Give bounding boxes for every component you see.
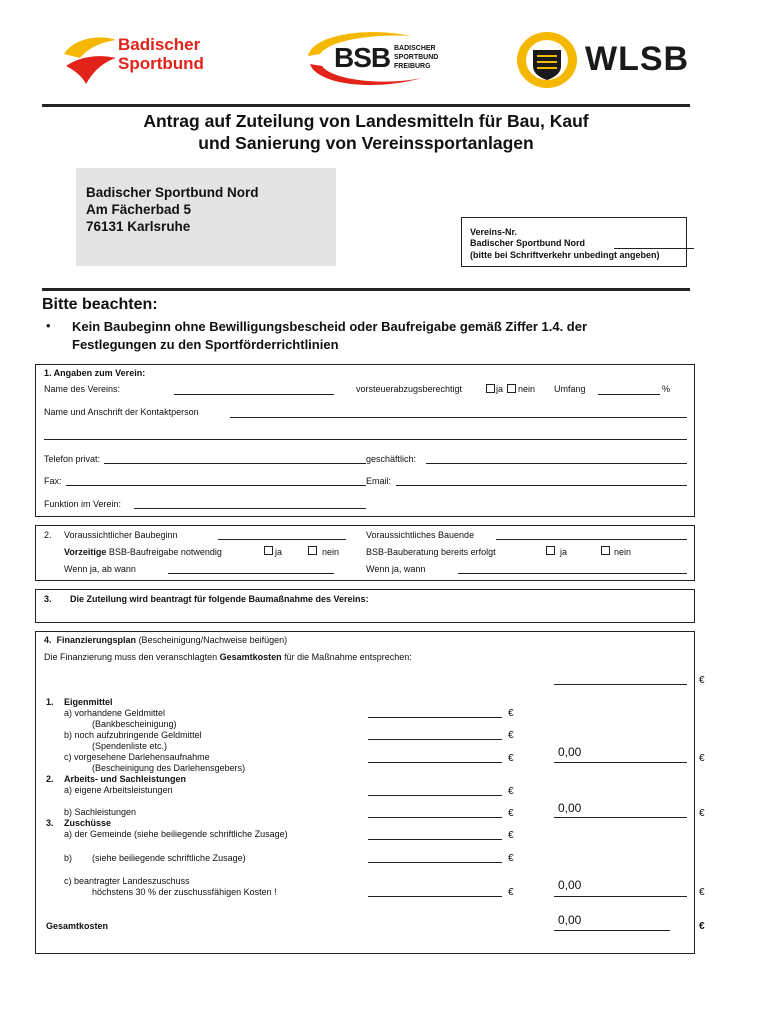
kontakt-input-line2[interactable]: [44, 439, 687, 440]
notice-top-rule: [42, 288, 690, 291]
fax-label: Fax:: [44, 476, 62, 486]
sum-gesamtkosten[interactable]: 0,00: [558, 913, 582, 927]
telefon-input[interactable]: [104, 463, 366, 464]
sum-arbeit-line: [554, 817, 687, 818]
darlehen-input[interactable]: [368, 762, 502, 763]
hoechstens-note: höchstens 30 % der zuschussfähigen Kosten !: [92, 887, 277, 897]
gemeinde-input[interactable]: [368, 839, 502, 840]
funktion-input[interactable]: [134, 508, 366, 509]
beratung-ja-label: ja: [560, 547, 568, 557]
spendenliste-note: (Spendenliste etc.): [92, 741, 168, 751]
intro-b: für die Maßnahme entsprechen:: [284, 652, 412, 662]
arbeits-num: 2.: [46, 774, 54, 784]
beratung-ja-checkbox[interactable]: [546, 546, 555, 555]
address-line2: Am Fächerbad 5: [86, 202, 192, 217]
page-title: [42, 110, 690, 154]
logo-center-main: BSB: [334, 42, 391, 73]
sachleistungen-input[interactable]: [368, 817, 502, 818]
section3-num: 3.: [44, 594, 52, 604]
landeszuschuss-label: c) beantragter Landeszuschuss: [64, 876, 190, 886]
wenn-ab-label: Wenn ja, ab wann: [64, 564, 136, 574]
vereins-nr-label: Vereins-Nr.: [470, 227, 518, 237]
wlsb-emblem-icon: [515, 30, 579, 90]
baubeginn-input[interactable]: [218, 539, 346, 540]
bauende-label: Voraussichtliches Bauende: [366, 530, 475, 540]
bauende-input[interactable]: [496, 539, 687, 540]
notice-heading: Bitte beachten:: [42, 296, 158, 313]
vorsteuer-nein-label: nein: [518, 384, 536, 394]
email-label: Email:: [366, 476, 392, 486]
euro-noch: €: [508, 730, 514, 741]
arbeitsleistungen-label: a) eigene Arbeitsleistungen: [64, 785, 173, 795]
notice-line2: Festlegungen zu den Sportförderrichtlinien: [72, 337, 339, 352]
gemeinde-label: a) der Gemeinde (siehe beiliegende schriftliche Zusage): [64, 829, 288, 839]
euro-landes: €: [508, 887, 514, 898]
section4-title: Finanzierungsplan: [56, 635, 137, 645]
title-line1: Antrag auf Zuteilung von Landesmitteln für Bau, Kauf: [143, 111, 589, 131]
bankbescheinigung-note: (Bankbescheinigung): [92, 719, 177, 729]
baubeginn-label: Voraussichtlicher Baubeginn: [64, 530, 178, 540]
freigabe-nein-label: nein: [322, 547, 340, 557]
section4-num: 4.: [44, 635, 52, 645]
gesamtkosten-label: Gesamtkosten: [46, 921, 109, 931]
logo-center-sub1: BADISCHER: [394, 45, 436, 52]
wenn-ab-input[interactable]: [168, 573, 334, 574]
sum-arbeit[interactable]: 0,00: [558, 801, 582, 815]
sum-eigenmittel-line: [554, 762, 687, 763]
funktion-label: Funktion im Verein:: [44, 499, 122, 509]
vereins-nr-org: Badischer Sportbund Nord: [470, 238, 586, 248]
logo-badischer-sportbund: [60, 30, 240, 90]
eigenmittel-label: Eigenmittel: [64, 697, 113, 707]
euro-b-zusage: €: [508, 853, 514, 864]
notice-text: [72, 318, 587, 354]
freigabe-label: [64, 547, 222, 557]
title-line2: und Sanierung von Vereinssportanlagen: [198, 133, 534, 153]
euro-veranschlagt: €: [699, 675, 705, 686]
section4-note: (Bescheinigung/Nachweise beifügen): [138, 635, 288, 645]
darlehen-label: c) vorgesehene Darlehensaufnahme: [64, 752, 210, 762]
notice-line1: Kein Baubeginn ohne Bewilligungsbescheid oder Baufreigabe gemäß Ziffer 1.4. der: [72, 319, 588, 334]
umfang-percent: %: [662, 384, 671, 394]
address-box: [76, 168, 336, 266]
euro-gemeinde: €: [508, 830, 514, 841]
vorsteuer-ja-checkbox[interactable]: [486, 384, 495, 393]
section2-num: 2.: [44, 530, 52, 540]
telefon-label: Telefon privat:: [44, 454, 101, 464]
eigenmittel-num: 1.: [46, 697, 54, 707]
section4-intro: [44, 652, 412, 662]
vereins-nr-input[interactable]: [614, 248, 694, 249]
logo-right-main: WLSB: [585, 40, 690, 78]
gesamt-veranschlagt-input[interactable]: [554, 684, 687, 685]
wenn-wann-label: Wenn ja, wann: [366, 564, 426, 574]
vorhandene-label: a) vorhandene Geldmittel: [64, 708, 166, 718]
vorhandene-input[interactable]: [368, 717, 502, 718]
vorsteuer-nein-checkbox[interactable]: [507, 384, 516, 393]
freigabe-ja-checkbox[interactable]: [264, 546, 273, 555]
beratung-label: BSB-Bauberatung bereits erfolgt: [366, 547, 496, 557]
euro-vorhandene: €: [508, 708, 514, 719]
freigabe-nein-checkbox[interactable]: [308, 546, 317, 555]
logo-center-sub2: SPORTBUND: [394, 54, 439, 61]
landeszuschuss-input[interactable]: [368, 896, 502, 897]
section1-heading: 1. Angaben zum Verein:: [44, 368, 146, 378]
noch-label: b) noch aufzubringende Geldmittel: [64, 730, 202, 740]
sachleistungen-label: b) Sachleistungen: [64, 807, 137, 817]
logo-bsb-freiburg: [302, 28, 462, 90]
vorsteuer-ja-label: ja: [496, 384, 504, 394]
zuschuesse-num: 3.: [46, 818, 54, 828]
beratung-nein-label: nein: [614, 547, 632, 557]
umfang-input[interactable]: [598, 394, 660, 395]
euro-darlehen: €: [508, 753, 514, 764]
logo-wlsb: [515, 30, 705, 90]
logo-left-line1: Badischer: [118, 35, 201, 54]
intro-bold: Gesamtkosten: [219, 652, 282, 662]
noch-input[interactable]: [368, 739, 502, 740]
vereins-nr-hint: (bitte bei Schriftverkehr unbedingt angeben): [470, 250, 660, 260]
email-input[interactable]: [396, 485, 687, 486]
umfang-label: Umfang: [554, 384, 586, 394]
euro-sum-eigen: €: [699, 753, 705, 764]
address-line1: Badischer Sportbund Nord: [86, 185, 259, 200]
fax-input[interactable]: [66, 485, 366, 486]
arbeits-label: Arbeits- und Sachleistungen: [64, 774, 187, 784]
geschaeftlich-input[interactable]: [426, 463, 687, 464]
kontakt-label: Name und Anschrift der Kontaktperson: [44, 407, 199, 417]
freigabe-bold: Vorzeitige: [64, 547, 107, 557]
freigabe-rest: BSB-Baufreigabe notwendig: [108, 547, 222, 557]
beratung-nein-checkbox[interactable]: [601, 546, 610, 555]
b-label: b): [64, 853, 73, 863]
b-zusage-label: (siehe beiliegende schriftliche Zusage): [92, 853, 246, 863]
b-zusage-input[interactable]: [368, 862, 502, 863]
section4-heading: [44, 635, 287, 645]
name-verein-input[interactable]: [174, 394, 334, 395]
euro-sum-zuschuss: €: [699, 887, 705, 898]
euro-sach: €: [508, 808, 514, 819]
freigabe-ja-label: ja: [275, 547, 283, 557]
vereins-nr-box: [461, 217, 687, 267]
sum-zuschuss[interactable]: 0,00: [558, 878, 582, 892]
name-verein-label: Name des Vereins:: [44, 384, 121, 394]
vorsteuer-label: vorsteuerabzugsberechtigt: [356, 384, 463, 394]
sum-zuschuss-line: [554, 896, 687, 897]
arbeitsleistungen-input[interactable]: [368, 795, 502, 796]
logo-center-sub3: FREIBURG: [394, 63, 431, 70]
notice-bullet: •: [46, 318, 51, 333]
intro-a: Die Finanzierung muss den veranschlagten: [44, 652, 218, 662]
bsb-swoosh-icon: [60, 32, 120, 88]
sum-eigenmittel[interactable]: 0,00: [558, 745, 582, 759]
wenn-wann-input[interactable]: [458, 573, 687, 574]
darlehensgeber-note: (Bescheinigung des Darlehensgebers): [92, 763, 246, 773]
euro-arbeit: €: [508, 786, 514, 797]
euro-gesamt: €: [699, 921, 705, 932]
sum-gesamt-line: [554, 930, 670, 931]
euro-sum-arbeit: €: [699, 808, 705, 819]
zuschuesse-label: Zuschüsse: [64, 818, 112, 828]
logo-left-line2: Sportbund: [118, 54, 204, 73]
kontakt-input[interactable]: [230, 417, 687, 418]
address-line3: 76131 Karlsruhe: [86, 219, 191, 234]
geschaeftlich-label: geschäftlich:: [366, 454, 417, 464]
section3-text: Die Zuteilung wird beantragt für folgende Baumaßnahme des Vereins:: [70, 594, 369, 604]
title-top-rule: [42, 104, 690, 107]
